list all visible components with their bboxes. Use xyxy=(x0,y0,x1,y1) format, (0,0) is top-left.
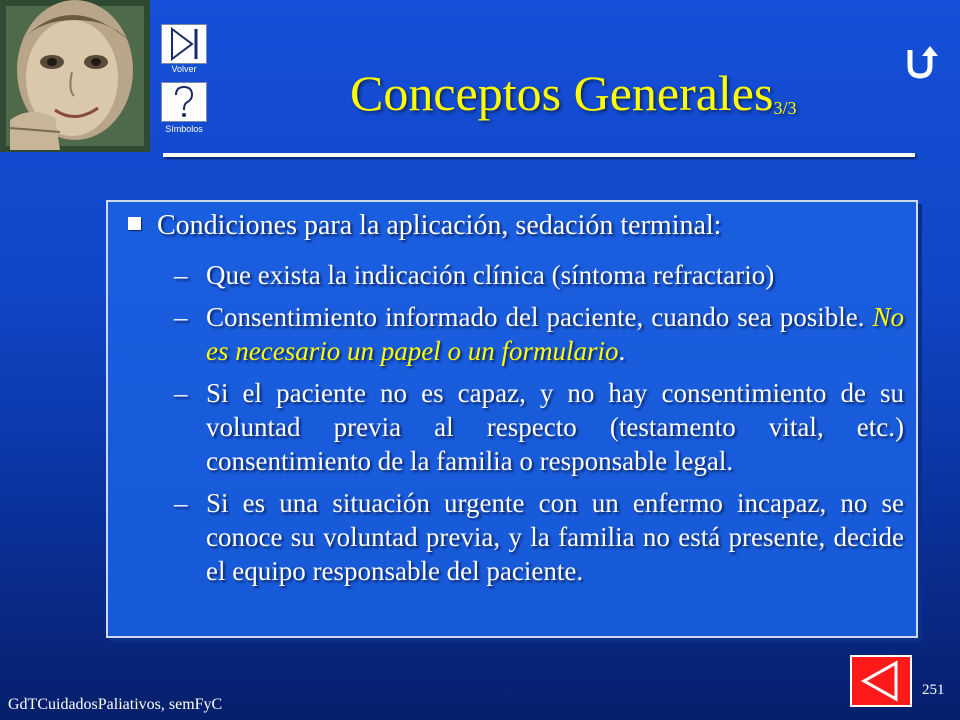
dash-bullet: – xyxy=(174,260,188,290)
list-item xyxy=(174,300,904,368)
title-subscript: 3/3 xyxy=(773,98,797,118)
dash-bullet: – xyxy=(174,488,188,518)
list-item xyxy=(174,376,904,478)
dash-bullet: – xyxy=(174,302,188,332)
question-mark-icon xyxy=(162,83,206,121)
list-item xyxy=(174,486,904,588)
main-bullet xyxy=(128,210,721,242)
return-arrow-icon[interactable] xyxy=(902,44,938,80)
list-item-highlight: No es necesario un papel o un formulario xyxy=(206,302,904,366)
play-forward-icon xyxy=(162,25,206,63)
square-bullet-icon xyxy=(128,217,141,230)
list-item-text: Que exista la indicación clínica (síntoma refractario) xyxy=(206,260,775,290)
dash-bullet: – xyxy=(174,378,188,408)
volver-button[interactable] xyxy=(161,24,207,64)
footer-credit: GdTCuidadosPaliativos, semFyC xyxy=(8,696,223,713)
face-portrait-image xyxy=(0,0,150,152)
page-title xyxy=(350,64,796,122)
conditions-list xyxy=(174,258,904,596)
title-underline xyxy=(163,153,915,157)
page-number: 251 xyxy=(922,682,945,698)
volver-label: Volver xyxy=(171,64,197,74)
list-item-text: Si es una situación urgente con un enfermo incapaz, no se conoce su voluntad previa, y la familia no está presente, decide el equipo responsable del paciente. xyxy=(206,488,904,586)
previous-slide-button[interactable] xyxy=(850,655,912,707)
list-item-text: Si el paciente no es capaz, y no hay consentimiento de su voluntad previa al respecto (testamento vital, etc.) consentimiento de la familia o responsable legal. xyxy=(206,378,904,476)
list-item-text: Consentimiento informado del paciente, cuando sea posible. xyxy=(206,302,873,332)
simbolos-button[interactable] xyxy=(161,82,207,122)
main-bullet-text: Condiciones para la aplicación, sedación terminal: xyxy=(157,210,722,241)
play-back-icon xyxy=(852,657,910,705)
title-text: Conceptos Generales xyxy=(350,65,774,121)
list-item-tail: . xyxy=(618,336,626,366)
list-item xyxy=(174,258,904,292)
simbolos-label: Símbolos xyxy=(165,124,203,134)
content-panel xyxy=(106,200,918,638)
